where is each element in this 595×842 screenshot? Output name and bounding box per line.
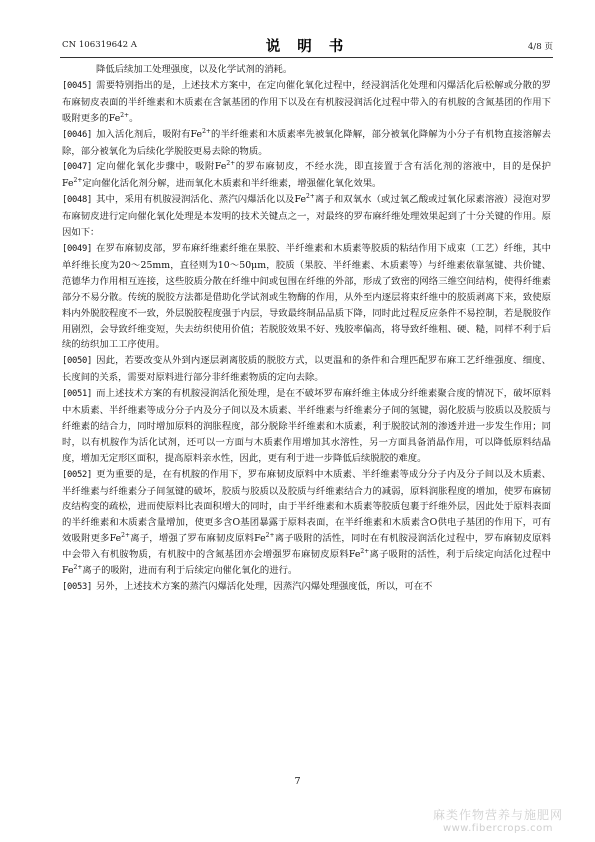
paragraph-text: 其中，采用有机胺浸润活化、蒸汽闪爆活化以及Fe: [96, 194, 306, 206]
paragraph: [62, 579, 551, 596]
paragraph-number: [0051]: [62, 389, 92, 400]
paragraph-text: 离子吸附的活性，利于后续定向活化过程中Fe: [62, 549, 551, 577]
paragraph-text: 的罗布麻韧皮，不经水洗，即直接置于含有活化剂的溶液中，目的是保护Fe: [62, 161, 551, 190]
superscript-charge: 2+: [305, 193, 315, 201]
paragraph-text: 另外，上述技术方案的蒸汽闪爆活化处理，因蒸汽闪爆处理强度低，所以，可在不: [96, 581, 433, 592]
paragraph: [62, 127, 551, 160]
watermark-url: www.fibercrops.com: [442, 823, 554, 834]
paragraph-text: 更为重要的是，在有机胺的作用下，罗布麻韧皮原料中木质素、半纤维素等成分分子内及分子间以及木质素、半纤维素与纤维素分子间氢键的破坏，胶质与胶质以及胶质与纤维素结合力的减弱，原料润胀程度的增加，使罗布麻韧皮结构变的疏松，进而使原料比表面积增大的同时，由于半纤维素和木质素等胶质包裹于纤维外层，因此处于原料表面的半纤维素和木质素含量增加，使更多含O基团暴露于原料表面，在半纤维素和木质素含O供电子基团的作用下，可有效吸附更多Fe: [62, 468, 551, 545]
paragraph-text: 需要特别指出的是，上述技术方案中，在定向催化氧化过程中，经浸润活化处理和闪爆活化后松解或分散的罗布麻韧皮表面的半纤维素和木质素在含氯基团的作用下以及在有机胺浸润活化过程中带入的有机胺的含氮基团的作用下吸附更多的Fe: [62, 79, 551, 124]
paragraph-text: 降低后续加工处理强度，以及化学试剂的消耗。: [96, 64, 293, 75]
paragraph-text: 离子，增强了罗布麻韧皮原料Fe: [130, 533, 266, 545]
paragraph-text: 定向催化氧化步骤中，吸附Fe: [96, 161, 227, 173]
site-watermark: [408, 806, 588, 834]
superscript-charge: 2+: [73, 177, 83, 185]
paragraph: [62, 241, 551, 353]
paragraph-number: [0049]: [62, 243, 92, 254]
paragraph-number: [0045]: [62, 80, 92, 91]
header-divider: [60, 57, 553, 58]
superscript-charge: 2+: [120, 111, 130, 119]
document-body: [62, 62, 551, 596]
page-number: 7: [294, 776, 301, 787]
paragraph: [62, 159, 551, 192]
patent-number: CN 106319642 A: [62, 40, 137, 50]
paragraph-number: [0053]: [62, 582, 92, 592]
watermark-site-name: 麻类作物营养与施肥网: [432, 808, 563, 822]
superscript-charge: 2+: [360, 548, 370, 556]
page-counter: 4/8 页: [527, 42, 553, 52]
paragraph-text: 加入活化剂后，吸附有Fe: [96, 128, 203, 140]
paragraph: [62, 353, 551, 386]
paragraph: [62, 386, 551, 467]
paragraph-number: [0046]: [62, 129, 92, 140]
superscript-charge: 2+: [265, 532, 275, 540]
superscript-charge: 2+: [202, 127, 211, 135]
paragraph: [62, 192, 551, 241]
paragraph-text: 在罗布麻韧皮部，罗布麻纤维素纤维在果胶、半纤维素和木质素等胶质的粘结作用下成束（工艺）纤维，其中单纤维长度为20～25mm，直径则为10～50μm，胶质（果胶、半纤维素、木质素等）与纤维素依靠氢键、共价键、范德华力作用相互连接，这些胶质分散在纤维中间或包围在纤维的外部，形成了致密的网络三维空间结构，使得纤维素部分不易分散。传统的脱胶方法都是借助化学试剂或生物酶的作用，从外至内逐层将束纤维中的胶质剥离下来，致使原料内外脱胶程度不一致，外层脱胶程度强于内层，导致最终制品品质下降，同时此过程反应条件不易控制，若是脱胶作用剧烈，会导致纤维变短，失去纺织使用价值；若脱胶效果不好、残胶率偏高，将导致纤维粗、硬、糙，同样不利于后续的纺织加工工序使用。: [62, 242, 551, 351]
paragraph-number: [0047]: [62, 162, 92, 173]
paragraph-number: [0048]: [62, 195, 92, 206]
superscript-charge: 2+: [73, 564, 83, 572]
paragraph-text: 离子的吸附，进而有利于后续定向催化氧化的进行。: [82, 565, 298, 577]
paragraph-text: 离子吸附的活性，同时在有机胺浸润活化过程中，罗布麻韧皮原料中会带入有机胺物质，有机胺中的含氮基团亦会增强罗布麻韧皮原料Fe: [62, 533, 551, 561]
paragraph: [62, 467, 551, 579]
paragraph: [62, 78, 551, 127]
page-header: [62, 38, 553, 54]
paragraph-text: 而上述技术方案的有机胺浸润活化预处理，是在不破坏罗布麻纤维主体成分纤维素聚合度的情况下，破坏原料中木质素、半纤维素等成分分子内及分子间以及木质素、半纤维素与纤维素分子间的氢键，弱化胶质与胶质以及胶质与纤维素的结合力，同时增加原料的润胀程度，部分脱除半纤维素和木质素，利于脱胶试剂的渗透并进一步发生作用；同时，以有机胺作为活化试剂，还可以一方面与木质素作用增加其水溶性，另一方面具备消晶作用，可以降低原料结晶度，增加无定形区面积，提高原料亲水性，因此，更有利于进一步降低后续脱胶的难度。: [62, 388, 551, 464]
paragraph-text: 离子和双氧水（或过氧乙酸或过氧化尿素溶液）浸泡对罗布麻韧皮进行定向催化氧化处理是本发明的技术关键点之一，对最终的罗布麻纤维处理效果起到了十分关键的作用。原因如下：: [62, 194, 551, 239]
paragraph-number: [0052]: [62, 469, 92, 480]
paragraph-text: 定向催化活化剂分解，进而氧化木质素和半纤维素，增强催化氧化效果。: [82, 178, 382, 190]
paragraph-text: 的半纤维素和木质素率先被氧化降解，部分被氧化降解为小分子有机物直接溶解去除，部分被氧化为后续化学脱胶更易去除的物质。: [62, 128, 551, 157]
paragraph-text: 。: [129, 112, 139, 124]
paragraph-number: [0050]: [62, 356, 92, 367]
superscript-charge: 2+: [121, 532, 131, 540]
paragraph: [62, 62, 551, 78]
superscript-charge: 2+: [226, 160, 236, 168]
document-title: 说 明 书: [265, 38, 350, 55]
paragraph-text: 因此，若要改变从外到内逐层剥离胶质的脱胶方式，以更温和的条件和合理匹配罗布麻工艺纤维强度、细度、长度间的关系，需要对原料进行部分非纤维素物质的定向去除。: [62, 355, 551, 384]
